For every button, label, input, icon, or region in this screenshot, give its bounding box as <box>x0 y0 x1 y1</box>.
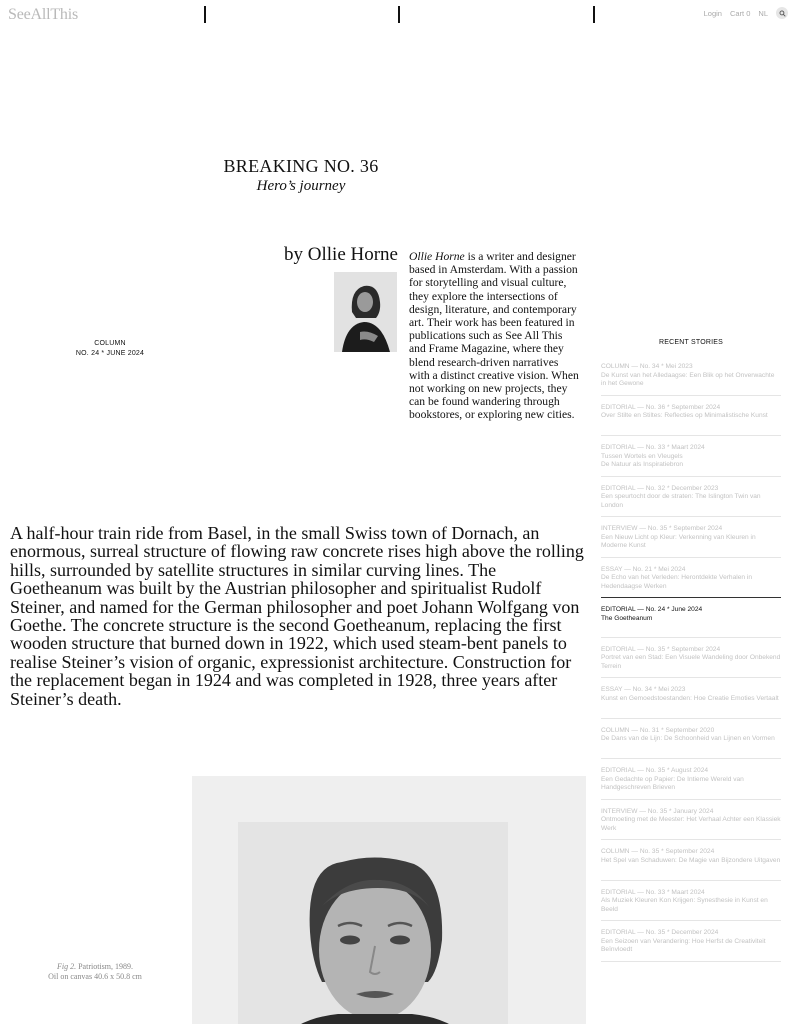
recent-story-item[interactable] <box>601 558 781 599</box>
author-bio-text: is a writer and designer based in Amsterdam. With a passion for storytelling and visual culture, they explore the intersections of design, literature, and contemporary art. Their work has been featured in publications such as See All This and Frame Magazine, where they blend research-driven narratives with a distinct creative vision. When not working on new projects, they can be found wandering through bookstores, or exploring new cities. <box>409 250 579 422</box>
recent-stories-title: RECENT STORIES <box>659 339 723 346</box>
figure-medium: Oil on canvas 40.6 x 50.8 cm <box>48 972 142 981</box>
article-figure <box>192 776 586 1024</box>
story-meta: INTERVIEW — No. 35 * January 2024 <box>601 807 714 815</box>
story-title: Kunst en Gemoedstoestanden: Hoe Creatie Emoties Vertaalt <box>601 694 779 702</box>
story-title: Een Seizoen van Verandering: Hoe Herfst de Creativiteit Beïnvloedt <box>601 937 766 954</box>
search-icon <box>779 10 786 17</box>
author-name: Ollie Horne <box>409 250 465 263</box>
author-byline: by Ollie Horne <box>284 244 398 265</box>
story-title: Een speurtocht door de straten: The Islington Twin van London <box>601 493 761 509</box>
recent-story-item[interactable] <box>601 477 781 518</box>
site-logo[interactable]: SeeAllThis <box>8 6 78 23</box>
story-title: Een Gedachte op Papier: De Intieme Wereld van Handgeschreven Brieven <box>601 775 744 792</box>
recent-story-item[interactable] <box>601 921 781 962</box>
article-issue: NO. 24 * JUNE 2024 <box>75 349 145 357</box>
recent-story-item[interactable] <box>601 638 781 679</box>
recent-story-item[interactable] <box>601 759 781 800</box>
story-meta: INTERVIEW — No. 35 * September 2024 <box>601 525 723 532</box>
header-divider <box>593 6 595 23</box>
story-title: Over Stilte en Stiltes: Reflecties op Minimalistische Kunst <box>601 412 768 420</box>
recent-story-item[interactable] <box>601 396 781 437</box>
figure-title: Patriotism, 1989. <box>76 962 133 971</box>
recent-story-item[interactable] <box>601 517 781 558</box>
article-body: A half-hour train ride from Basel, in the small Swiss town of Dornach, an enormous, surreal structure of flowing raw concrete rises high above the rolling hills, surrounded by satellite structures in similar curving lines. The Goetheanum was built by the Austrian philosopher and spiritualist Rudolf Steiner, and named for the German philosopher and poet Johann Wolfgang von Goethe. The concrete structure is the second Goetheanum, replacing the first wooden structure that burned down in 1922, which used steam-bent panels to realise Steiner’s vision of organic, expressionist architecture. Construction for the replacement began in 1924 and was completed in 1928, three years after Steiner’s death. <box>10 523 584 709</box>
author-bio <box>409 250 581 422</box>
top-nav <box>704 7 788 19</box>
recent-story-item[interactable] <box>601 355 781 396</box>
story-title: Portret van een Stad: Een Visuele Wandeling door Onbekend Terrein <box>601 654 781 670</box>
story-meta: ESSAY — No. 21 * Mei 2024 <box>601 565 686 573</box>
header-divider <box>204 6 206 23</box>
recent-story-item[interactable] <box>601 881 781 922</box>
recent-stories-list <box>601 355 781 962</box>
story-meta: ESSAY — No. 34 * Mei 2023 <box>601 686 686 693</box>
header-divider <box>398 6 400 23</box>
story-meta: COLUMN — No. 34 * Mei 2023 <box>601 363 693 370</box>
story-title: Tussen Wortels en Vleugels De Natuur als Inspiratiebron <box>601 452 684 469</box>
story-title: De Echo van het Verleden: Herontdekte Verhalen in Hedendaagse Werken <box>601 574 753 590</box>
recent-story-item[interactable] <box>601 678 781 719</box>
recent-story-item[interactable] <box>601 597 781 638</box>
story-meta: EDITORIAL — No. 33 * Maart 2024 <box>601 888 705 896</box>
recent-story-item[interactable] <box>601 800 781 841</box>
portrait-image <box>238 822 508 1024</box>
article-header <box>0 156 602 195</box>
story-title: De Kunst van het Alledaagse: Een Blik op het Onverwachte in het Gewone <box>601 371 775 388</box>
search-button[interactable] <box>776 7 788 19</box>
story-meta: EDITORIAL — No. 35 * September 2024 <box>601 645 721 653</box>
figure-label: Fig 2. <box>57 962 77 971</box>
story-title: Ontmoeting met de Meester: Het Verhaal Achter een Klassiek Werk <box>601 816 781 832</box>
cart-link[interactable]: Cart 0 <box>729 8 751 18</box>
story-title: De Dans van de Lijn: De Schoonheid van Lijnen en Vormen <box>601 735 775 743</box>
recent-story-item[interactable] <box>601 719 781 760</box>
story-meta: EDITORIAL — No. 35 * December 2024 <box>601 929 719 936</box>
article-category: COLUMN <box>94 340 126 347</box>
article-title: BREAKING NO. 36 <box>223 156 379 176</box>
figure-caption <box>30 962 160 982</box>
recent-story-item[interactable] <box>601 436 781 477</box>
story-title: Het Spel van Schaduwen: De Magie van Bijzondere Uitgaven <box>601 856 781 864</box>
article-subtitle: Hero’s journey <box>256 178 346 194</box>
author-photo <box>334 272 397 352</box>
article-meta <box>60 339 160 358</box>
story-meta: EDITORIAL — No. 24 * June 2024 <box>601 606 703 613</box>
story-meta: EDITORIAL — No. 36 * September 2024 <box>601 403 721 411</box>
recent-story-item[interactable] <box>601 840 781 881</box>
story-meta: EDITORIAL — No. 33 * Maart 2024 <box>601 444 705 451</box>
story-meta: EDITORIAL — No. 35 * August 2024 <box>601 767 709 774</box>
story-meta: COLUMN — No. 31 * September 2020 <box>601 726 715 734</box>
story-title: The Goetheanum <box>601 614 653 622</box>
language-toggle[interactable]: NL <box>758 8 768 18</box>
story-title: Een Nieuw Licht op Kleur: Verkenning van Kleuren in Moderne Kunst <box>601 533 756 550</box>
login-link[interactable]: Login <box>703 8 722 18</box>
story-title: Als Muziek Kleuren Kon Krijgen: Synesthesie in Kunst en Beeld <box>601 897 768 913</box>
story-meta: EDITORIAL — No. 32 * December 2023 <box>601 484 719 492</box>
story-meta: COLUMN — No. 35 * September 2024 <box>601 848 715 855</box>
